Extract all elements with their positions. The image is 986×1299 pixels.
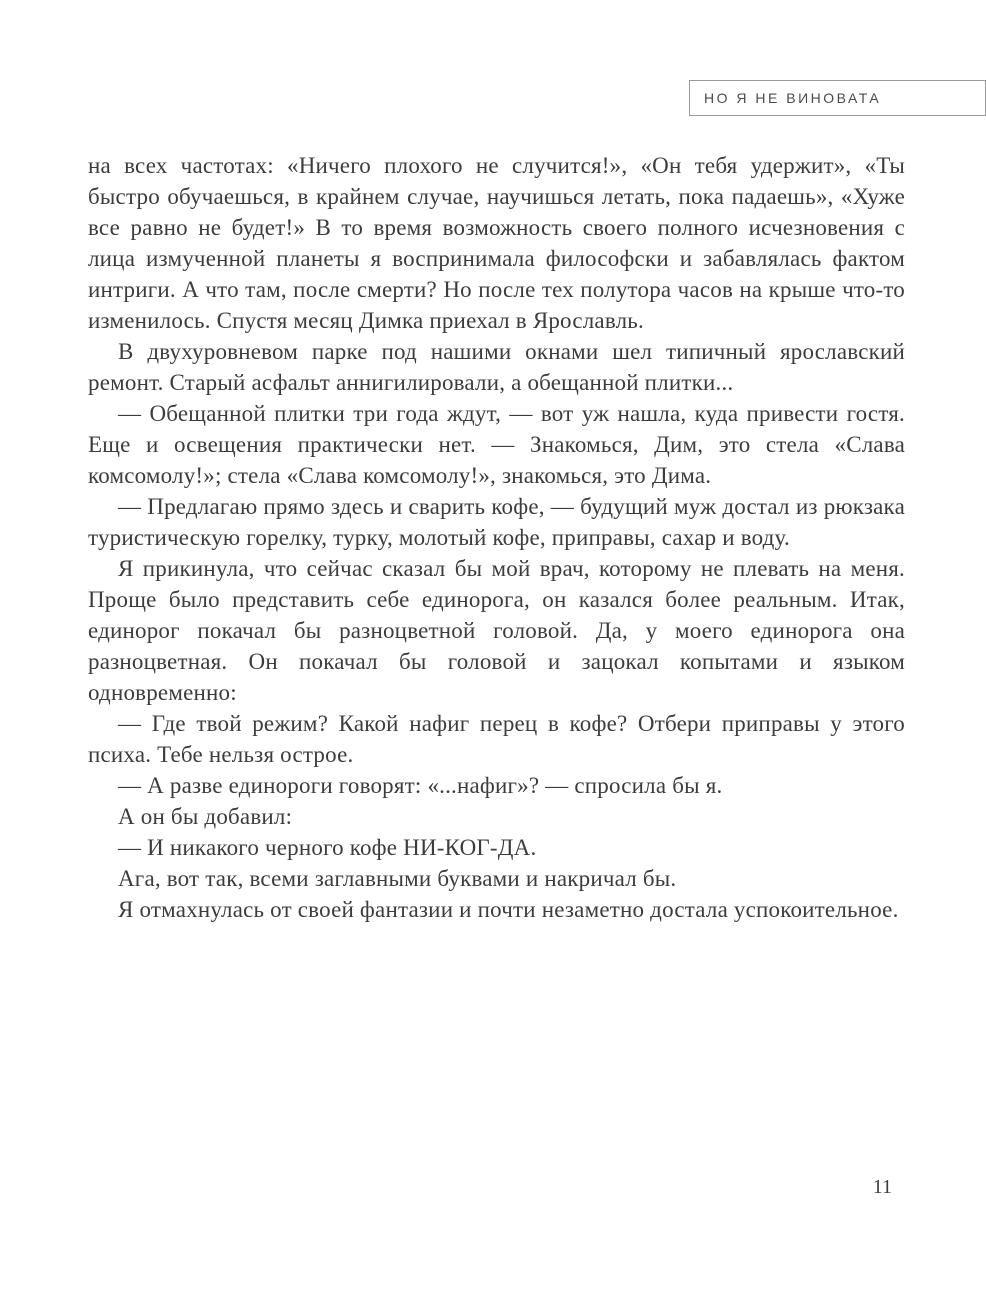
paragraph: А он бы добавил: [118, 804, 293, 829]
paragraph: — Где твой режим? Какой нафиг перец в кофе? Отбери приправы у этого психа. Тебе нельзя острое. [88, 711, 905, 767]
running-head [689, 80, 986, 116]
paragraph: Я отмахнулась от своей фантазии и почти незаметно достала успокоительное. [118, 897, 899, 922]
paragraph: — Предлагаю прямо здесь и сварить кофе, — будущий муж достал из рюкзака туристическую горелку, турку, молотый кофе, приправы, сахар и воду. [88, 494, 905, 550]
paragraph: на всех частотах: «Ничего плохого не случится!», «Он тебя удержит», «Ты быстро обучаешься, в крайнем случае, научишься летать, пока падаешь», «Хуже все равно не будет!» В то время возможность своего полного исчезновения с лица измученной планеты я воспринимала философски и забавлялась фактом интриги. А что там, после смерти? Но после тех полутора часов на крыше что-то изменилось. Спустя месяц Димка приехал в Ярославль. [88, 153, 905, 333]
paragraph: — Обещанной плитки три года ждут, — вот уж нашла, куда привести гостя. Еще и освещения практически нет. — Знакомься, Дим, это стела «Слава комсомолу!»; стела «Слава комсомолу!», знакомься, это Дима. [88, 401, 905, 488]
paragraph: Ага, вот так, всеми заглавными буквами и накричал бы. [118, 866, 677, 891]
paragraph: — И никакого черного кофе НИ-КОГ-ДА. [118, 835, 537, 860]
page-number: 11 [872, 1176, 892, 1198]
running-head-text: НО Я НЕ ВИНОВАТА [704, 90, 882, 106]
paragraph: В двухуровневом парке под нашими окнами шел типичный ярославский ремонт. Старый асфальт аннигилировали, а обещанной плитки... [88, 339, 905, 395]
paragraph: — А разве единороги говорят: «...нафиг»? — спросила бы я. [118, 773, 723, 798]
page-body [88, 150, 905, 925]
paragraph: Я прикинула, что сейчас сказал бы мой врач, которому не плевать на меня. Проще было представить себе единорога, он казался более реальным. Итак, единорог покачал бы разноцветной головой. Да, у моего единорога она разноцветная. Он покачал бы головой и зацокал копытами и языком одновременно: [88, 556, 905, 705]
